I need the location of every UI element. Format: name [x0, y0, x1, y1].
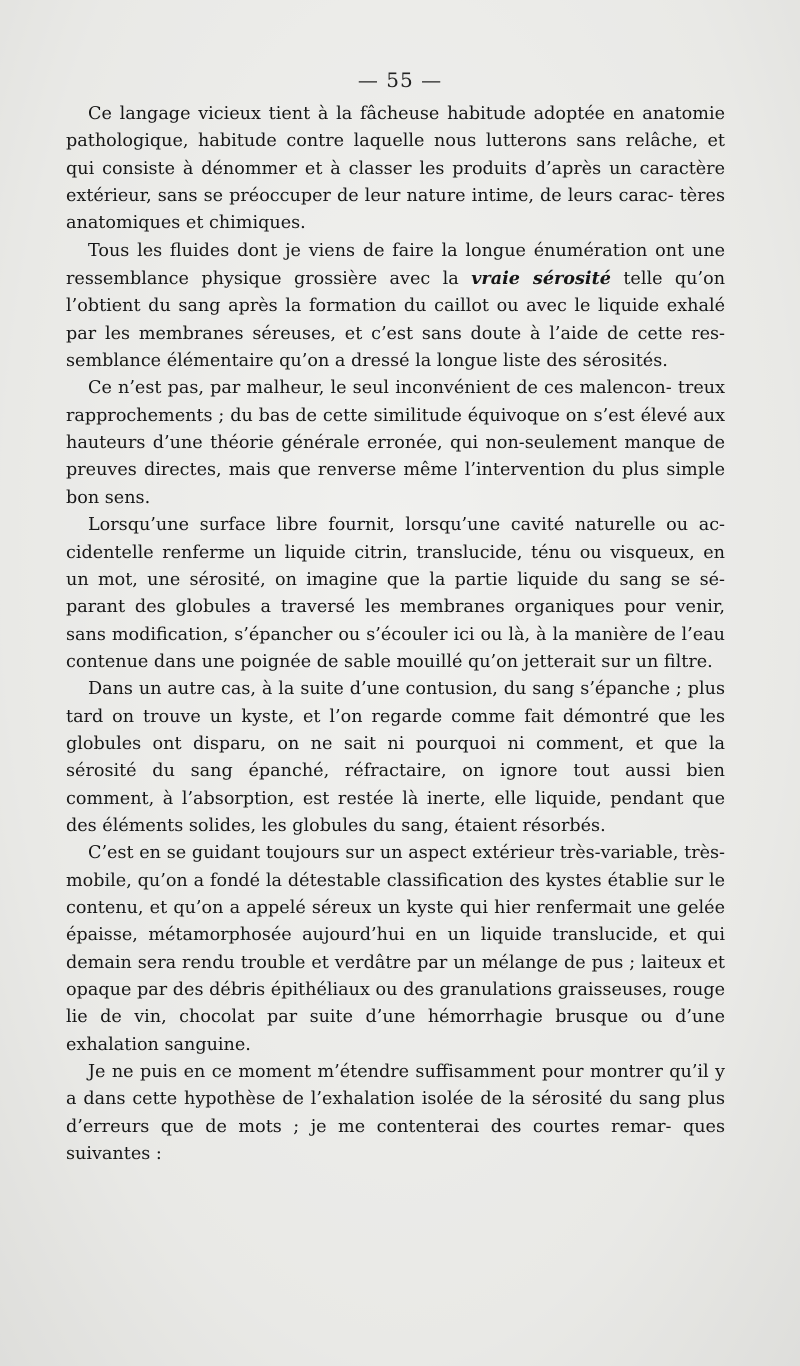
paragraph-1 — [66, 101, 725, 238]
paragraph-3 — [66, 375, 725, 512]
paragraph-4 — [66, 512, 725, 676]
paragraph-5 — [66, 676, 725, 840]
paragraph-text: Ce n’est pas, par malheur, le seul inconvénient de ces malencon- treux rapprochements ; du bas de cette similitude équivoque on s’est élevé aux hauteurs d’une théorie générale erronée, qui non-seulement manque de preuves directes, mais que renverse même l’intervention du plus simple bon sens. — [66, 378, 725, 508]
paragraph-text: Tous les fluides dont je viens de faire la longue énumération ont une ressemblance physique grossière avec la — [66, 240, 725, 290]
emphasized-term: vraie sérosité — [471, 268, 611, 290]
paragraph-text-continued: telle qu’on l’obtient du sang après la formation du caillot ou avec le liquide exhalé par les membranes séreuses, et c’est sans doute à l’aide de cette res- semblance élémentaire qu’on a dressé la longue liste des sérosités. — [66, 269, 726, 372]
paragraph-text: Lorsqu’une surface libre fournit, lorsqu’une cavité naturelle ou ac- cidentelle renferme un liquide citrin, translucide, ténu ou visqueux, en un mot, une sérosité, on imagine que la partie liquide du sang se sé- parant des globules a traversé les membranes organiques pour venir, sans modification, s’épancher ou s’écouler ici ou là, à la manière de l’eau contenue dans une poignée de sable mouillé qu’on jetterait sur un filtre. — [66, 515, 725, 672]
paragraph-text: Dans un autre cas, à la suite d’une contusion, du sang s’épanche ; plus tard on trouve un kyste, et l’on regarde comme fait démontré que les globules ont disparu, on ne sait ni pourquoi ni comment, et que la sérosité du sang épanché, réfractaire, on ignore tout aussi bien comment, à l’absorption, est restée là inerte, elle liquide, pendant que des éléments solides, les globules du sang, étaient résorbés. — [66, 679, 725, 836]
page-number: — 55 — — [357, 68, 443, 92]
paragraph-text: Je ne puis en ce moment m’étendre suffisamment pour montrer qu’il y a dans cette hypothèse de l’exhalation isolée de la sérosité du sang plus d’erreurs que de mots ; je me contenterai des courtes remar- ques suivantes : — [66, 1062, 725, 1165]
body-text — [66, 101, 725, 1168]
paragraph-6 — [66, 840, 725, 1059]
paragraph-text: Ce langage vicieux tient à la fâcheuse habitude adoptée en anatomie pathologique, habitude contre laquelle nous lutterons sans relâche, et qui consiste à dénommer et à classer les produits d’après un caractère extérieur, sans se préoccuper de leur nature intime, de leurs carac- tères anatomiques et chimiques. — [66, 104, 725, 234]
paragraph-7 — [66, 1059, 725, 1168]
paragraph-text: C’est en se guidant toujours sur un aspect extérieur très-variable, très-mobile, qu’on a fondé la détestable classification des kystes établie sur le contenu, et qu’on a appelé séreux un kyste qui hier renfermait une gelée épaisse, métamorphosée aujourd’hui en un liquide translucide, et qui demain sera rendu trouble et verdâtre par un mélange de pus ; laiteux et opaque par des débris épithéliaux ou des granulations graisseuses, rouge lie de vin, chocolat par suite d’une hémorrhagie brusque ou d’une exhalation sanguine. — [66, 843, 725, 1055]
paragraph-2 — [66, 238, 725, 376]
